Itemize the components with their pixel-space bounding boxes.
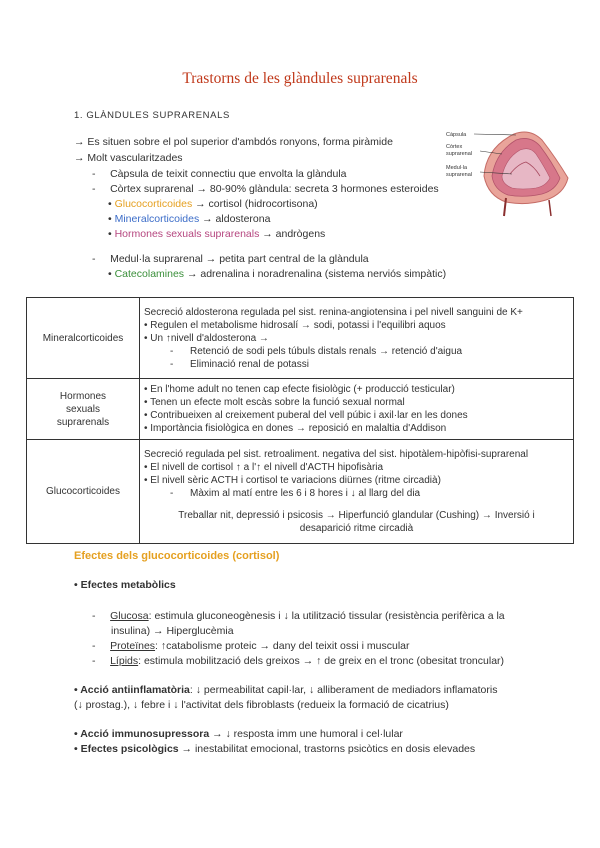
lipids-desc: : estimula mobilització dels greixos → ↑ de greix en el tronc (obesitat troncular) xyxy=(138,655,505,667)
metabolic-effects-heading: • Efectes metabòlics xyxy=(74,579,176,591)
immunosuppressive-desc: → ↓ resposta imm une humoral i cel·lular xyxy=(209,728,403,740)
sexuals-line-4: • Importància fisiològica en dones → reposició en malaltia d'Addison xyxy=(144,423,447,434)
label-medulla-line1: Medul·la xyxy=(446,165,468,171)
effect-immunosuppressive xyxy=(74,728,403,740)
antiinflammatory-desc: : ↓ permeabilitat capil·lar, ↓ alliberament de mediadors inflamatoris xyxy=(189,684,498,696)
table-row-hormones-sexuals xyxy=(27,379,574,440)
gluco-line-3: • El nivell sèric ACTH i cortisol te variacions diürnes (ritme circadià) xyxy=(144,475,441,486)
gluco-line-1: Secreció regulada pel sist. retroaliment. negativa del sist. hipotàlem-hipòfisi-suprarenal xyxy=(144,449,529,460)
effect-antiinflammatory xyxy=(74,684,497,696)
row-label-glucocorticoides: Glucocorticoides xyxy=(27,440,140,544)
label-medulla-line2: suprarenal xyxy=(446,172,472,178)
intro-line-cortex: - Còrtex suprarenal → 80-90% glàndula: secreta 3 hormones esteroides xyxy=(92,183,439,195)
adrenal-gland-illustration xyxy=(446,118,572,222)
row-label-hormones-line2: sexuals xyxy=(66,403,100,415)
row-label-hormones-line1: Hormones xyxy=(59,390,107,402)
mineral-line-2: • Regulen el metabolisme hidrosalí → sodi, potassi i l'equilibri aquos xyxy=(144,319,446,331)
row-content-hormones-sexuals xyxy=(140,379,574,440)
table-row-mineralcorticoides xyxy=(27,298,574,379)
list-item-glucocorticoides: • Glucocorticoides → cortisol (hidrocortisona) xyxy=(108,198,318,210)
label-cortex-line2: suprarenal xyxy=(446,151,472,157)
sexuals-line-1: • En l'home adult no tenen cap efecte fisiològic (+ producció testicular) xyxy=(144,384,455,395)
adrenal-gland-diagram xyxy=(446,118,572,222)
glucosa-term: Glucosa xyxy=(110,610,149,622)
row-label-mineralcorticoides: Mineralcorticoides xyxy=(27,298,140,379)
intro-line-capsula: - Càpsula de teixit connectiu que envolta la glàndula xyxy=(92,168,347,180)
gluco-line-2: • El nivell de cortisol ↑ a l'↑ el nivell d'ACTH hipofisària xyxy=(144,462,384,473)
lipids-term: Lípids xyxy=(110,655,139,667)
immunosuppressive-term: • Acció immunosupressora xyxy=(74,728,210,740)
list-item-hormones-sexuals: • Hormones sexuals suprarenals → andrògens xyxy=(108,228,326,240)
intro-line-vascular: → Molt vascularitzades xyxy=(74,152,183,164)
label-cortex-line1: Còrtex xyxy=(446,144,463,150)
mineral-line-1: Secreció aldosterona regulada pel sist. renina-angiotensina i pel nivell sanguini de K+ xyxy=(144,306,523,318)
mineral-line-3: • Un ↑nivell d'aldosterona → xyxy=(144,332,269,344)
catecolamines-term: Catecolamines xyxy=(114,268,185,280)
mineral-line-5: - Eliminació renal de potassi xyxy=(170,358,309,370)
psychological-desc: → inestabilitat emocional, trastorns psicòtics en dosis elevades xyxy=(178,743,476,755)
catecolamines-desc: → adrenalina i noradrenalina (sistema nerviós simpàtic) xyxy=(184,268,447,280)
effect-glucosa-continued: insulina) → Hiperglucèmia xyxy=(111,625,234,637)
page-title: Trastorns de les glàndules suprarenals xyxy=(182,70,418,87)
effect-lipids: - Lípids: estimula mobilització dels greixos → ↑ de greix en el tronc (obesitat troncular) xyxy=(92,655,505,667)
list-item-mineralcorticoides: • Mineralcorticoides → aldosterona xyxy=(108,213,271,225)
row-content-glucocorticoides xyxy=(140,440,574,544)
mineralcorticoides-desc: → aldosterona xyxy=(199,213,271,225)
glucocorticoides-desc: → cortisol (hidrocortisona) xyxy=(192,198,318,210)
hormones-table xyxy=(26,297,574,544)
gluco-line-4: - Màxim al matí entre les 6 i 8 hores i ↓ al llarg del dia xyxy=(170,488,421,499)
hormones-sexuals-term: Hormones sexuals suprarenals xyxy=(114,228,260,240)
glucocorticoides-term: Glucocorticoides xyxy=(114,198,193,210)
hormones-sexuals-desc: → andrògens xyxy=(259,228,326,240)
glucosa-desc: : estimula gluconeogènesis i ↓ la utilització tissular (resistència perifèrica a la xyxy=(148,610,505,622)
effect-psychological xyxy=(74,743,475,755)
sexuals-line-3: • Contribueixen al creixement puberal del vell púbic i axil·lar en les dones xyxy=(144,410,468,421)
label-capsula: Càpsula xyxy=(446,132,467,138)
row-content-mineralcorticoides xyxy=(140,298,574,379)
sexuals-line-2: • Tenen un efecte molt escàs sobre la funció sexual normal xyxy=(144,397,405,408)
row-label-hormones-line3: suprarenals xyxy=(56,416,110,428)
proteines-term: Proteïnes xyxy=(110,640,156,652)
effect-proteines: - Proteïnes: ↑catabolisme proteic → dany del teixit ossi i muscular xyxy=(92,640,410,652)
row-label-hormones-sexuals xyxy=(27,379,140,440)
effects-heading: Efectes dels glucocorticoides (cortisol) xyxy=(74,550,280,562)
intro-line-medulla: - Medul·la suprarenal → petita part central de la glàndula xyxy=(92,253,369,265)
proteines-desc: : ↑catabolisme proteic → dany del teixit ossi i muscular xyxy=(155,640,410,652)
effect-glucosa: - Glucosa: estimula gluconeogènesis i ↓ la utilització tissular (resistència perifèrica a la xyxy=(92,610,505,622)
list-item-catecolamines: • Catecolamines → adrenalina i noradrenalina (sistema nerviós simpàtic) xyxy=(108,268,447,280)
mineral-line-4: - Retenció de sodi pels túbuls distals renals → retenció d'aigua xyxy=(170,345,463,357)
gluco-line-6: desaparició ritme circadià xyxy=(299,523,414,534)
section-heading: 1. GLÀNDULES SUPRARENALS xyxy=(74,110,230,121)
mineralcorticoides-term: Mineralcorticoides xyxy=(114,213,200,225)
effect-antiinflammatory-continued: (↓ prostag.), ↓ febre i ↓ l'activitat dels fibroblasts (redueix la formació de cicatrius) xyxy=(74,699,449,711)
psychological-term: • Efectes psicològics xyxy=(74,743,179,755)
antiinflammatory-term: • Acció antiinflamatòria xyxy=(74,684,190,696)
intro-line-location: → Es situen sobre el pol superior d'ambdós ronyons, forma piràmide xyxy=(74,136,393,148)
table-row-glucocorticoides xyxy=(27,440,574,544)
gluco-line-5: Treballar nit, depressió i psicosis → Hiperfunció glandular (Cushing) → Inversió i xyxy=(178,510,535,521)
